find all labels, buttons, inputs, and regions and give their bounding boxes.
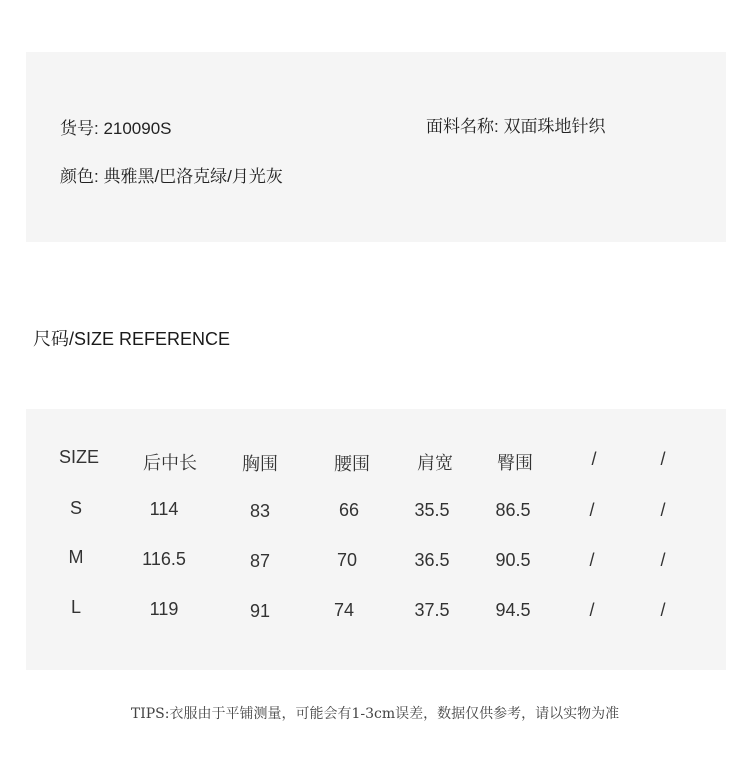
blank-value-1: / xyxy=(589,500,595,520)
fabric-name: 面料名称: 双面珠地针织 xyxy=(426,117,606,136)
blank-value-1: / xyxy=(589,550,595,570)
product-info-panel xyxy=(26,52,726,242)
item-number: 货号: 210090S xyxy=(60,119,172,138)
chest-value: 83 xyxy=(249,501,271,521)
waist-value: 66 xyxy=(338,500,360,520)
shoulder-value: 35.5 xyxy=(414,500,450,520)
size-label: L xyxy=(70,597,82,617)
header-chest: 胸围 xyxy=(242,454,278,474)
hip-value: 90.5 xyxy=(495,550,531,570)
header-size: SIZE xyxy=(58,447,100,467)
measurement-tips: TIPS:衣服由于平铺测量，可能会有1-3cm误差，数据仅供参考，请以实物为准 xyxy=(130,706,620,722)
header-shoulder: 肩宽 xyxy=(417,453,453,473)
size-table xyxy=(26,409,726,670)
back-length-value: 114 xyxy=(149,499,179,519)
blank-value-2: / xyxy=(660,550,666,570)
hip-value: 86.5 xyxy=(495,500,531,520)
header-waist: 腰围 xyxy=(334,454,370,474)
chest-value: 87 xyxy=(249,551,271,571)
blank-value-1: / xyxy=(589,600,595,620)
header-blank-2: / xyxy=(660,449,666,469)
header-hip: 臀围 xyxy=(497,453,533,473)
shoulder-value: 36.5 xyxy=(414,550,450,570)
color-options: 颜色: 典雅黑/巴洛克绿/月光灰 xyxy=(60,167,283,186)
blank-value-2: / xyxy=(660,600,666,620)
back-length-value: 119 xyxy=(149,599,179,619)
size-label: S xyxy=(69,498,83,518)
header-blank-1: / xyxy=(591,449,597,469)
size-label: M xyxy=(68,547,84,567)
waist-value: 70 xyxy=(336,550,358,570)
header-back-length: 后中长 xyxy=(143,453,197,473)
chest-value: 91 xyxy=(249,601,271,621)
hip-value: 94.5 xyxy=(495,600,531,620)
size-reference-title: 尺码/SIZE REFERENCE xyxy=(33,329,231,349)
back-length-value: 116.5 xyxy=(142,549,186,569)
waist-value: 74 xyxy=(333,600,355,620)
blank-value-2: / xyxy=(660,500,666,520)
shoulder-value: 37.5 xyxy=(414,600,450,620)
